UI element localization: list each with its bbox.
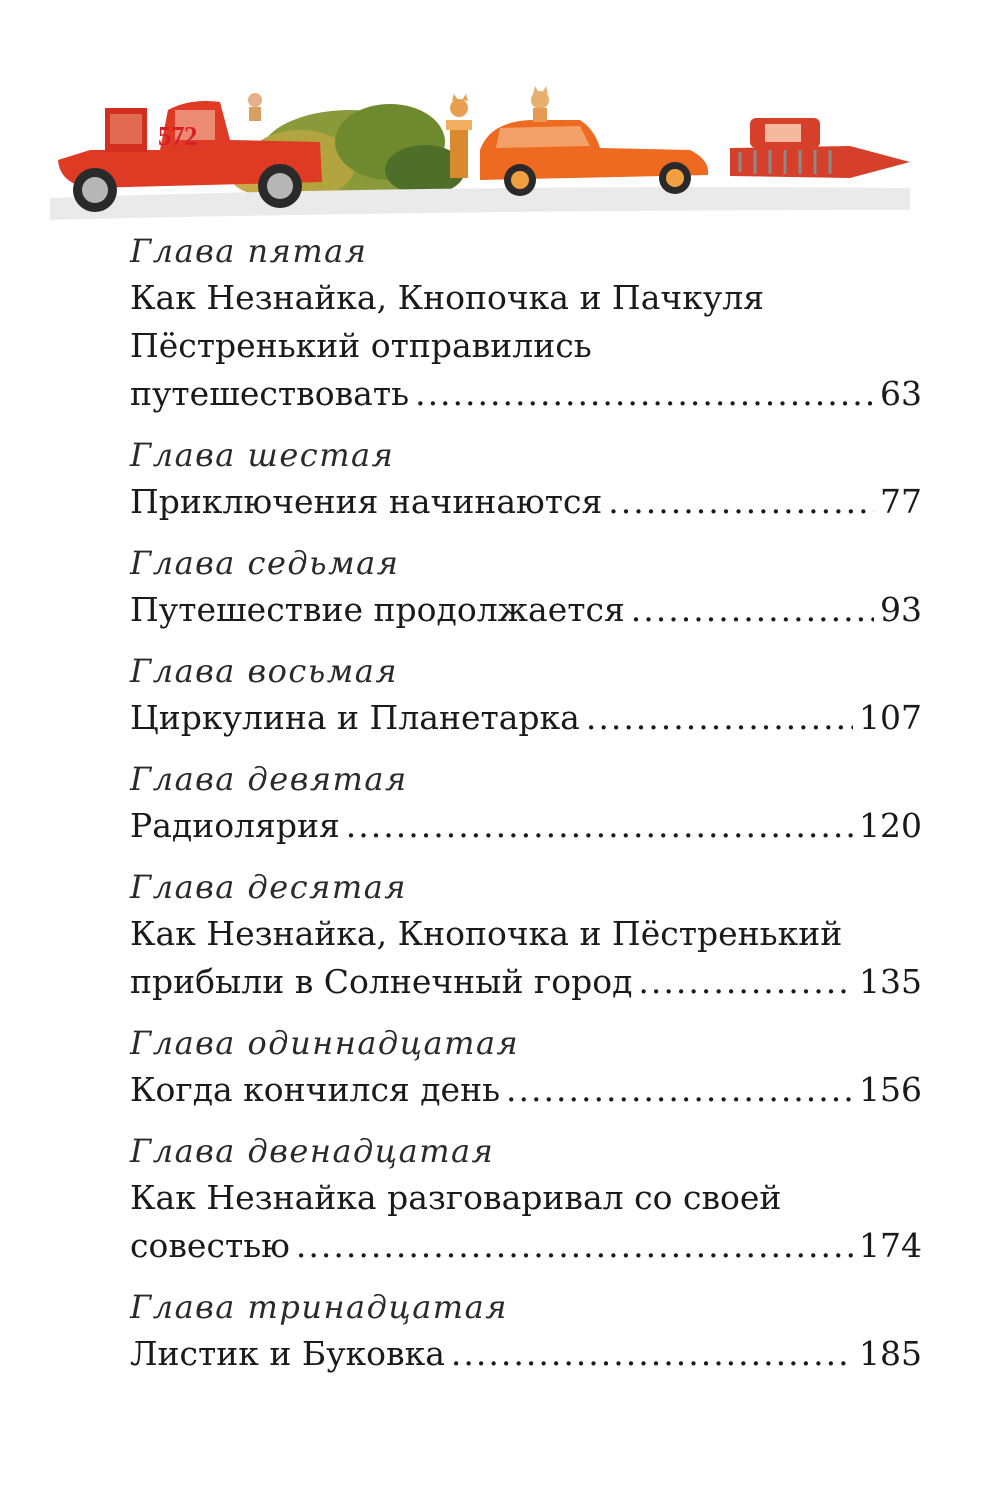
page-reference: 77 [880,482,922,521]
dot-leader [346,802,853,850]
toc-entry[interactable] [130,432,922,526]
dot-leader [608,478,874,526]
page-reference: 107 [859,698,922,737]
table-of-contents [130,228,922,1392]
chapter-title-line: Как Незнайка, Кнопочка и Пачкуля [130,278,765,317]
page-reference: 156 [859,1070,922,1109]
chapter-title-line: Пёстренький отправились [130,326,592,365]
toc-entry[interactable] [130,756,922,850]
page-number: 572 [158,121,197,151]
chapter-title-text: Радиолярия [130,806,340,845]
drill-machine-icon [730,118,910,178]
page-reference: 185 [859,1334,922,1373]
chapter-title-text: прибыли в Солнечный город [130,962,633,1001]
page-reference: 174 [859,1226,922,1265]
chapter-title-line [130,958,922,1006]
chapter-label: Глава десятая [130,868,407,906]
chapter-title-line [130,370,922,418]
chapter-label: Глава пятая [130,232,368,270]
chapter-title-line [130,694,922,742]
page-reference: 135 [859,962,922,1001]
chapter-title-line: Как Незнайка разговаривал со своей [130,1178,782,1217]
toc-entry[interactable] [130,228,922,418]
chapter-title-text: Циркулина и Планетарка [130,698,580,737]
chapter-label: Глава двенадцатая [130,1132,495,1170]
page-reference: 63 [880,374,922,413]
chapter-title-text: совестью [130,1226,290,1265]
orange-car-icon [480,86,708,196]
toc-entry[interactable] [130,540,922,634]
toc-entry[interactable] [130,1128,922,1270]
chapter-label: Глава тринадцатая [130,1288,508,1326]
page-reference: 120 [859,806,922,845]
chapter-title-line [130,586,922,634]
chapter-label: Глава девятая [130,760,408,798]
chapter-title-text: Приключения начинаются [130,482,603,521]
chapter-title-line [130,1330,922,1378]
dot-leader [296,1222,853,1270]
chapter-title-text: Путешествие продолжается [130,590,625,629]
chapter-title-text: путешествовать [130,374,410,413]
dot-leader [506,1066,853,1114]
chapter-title-line [130,1066,922,1114]
toc-entry[interactable] [130,1284,922,1378]
chapter-title-text: Листик и Буковка [130,1334,445,1373]
page-reference: 93 [880,590,922,629]
chapter-title-text: Когда кончился день [130,1070,501,1109]
dot-leader [415,370,874,418]
dot-leader [631,586,874,634]
chapter-label: Глава восьмая [130,652,399,690]
dot-leader [451,1330,853,1378]
chapter-label: Глава седьмая [130,544,400,582]
dot-leader [586,694,853,742]
chapter-label: Глава одиннадцатая [130,1024,520,1062]
toc-entry[interactable] [130,864,922,1006]
chapter-title-line [130,478,922,526]
dot-leader [638,958,853,1006]
chapter-title-line [130,802,922,850]
chapter-label: Глава шестая [130,436,395,474]
toc-entry[interactable] [130,648,922,742]
header-illustration [50,80,920,230]
shorty-figure-icon [248,93,262,121]
chapter-title-line: Как Незнайка, Кнопочка и Пёстренький [130,914,843,953]
chapter-title-line [130,1222,922,1270]
toc-entry[interactable] [130,1020,922,1114]
